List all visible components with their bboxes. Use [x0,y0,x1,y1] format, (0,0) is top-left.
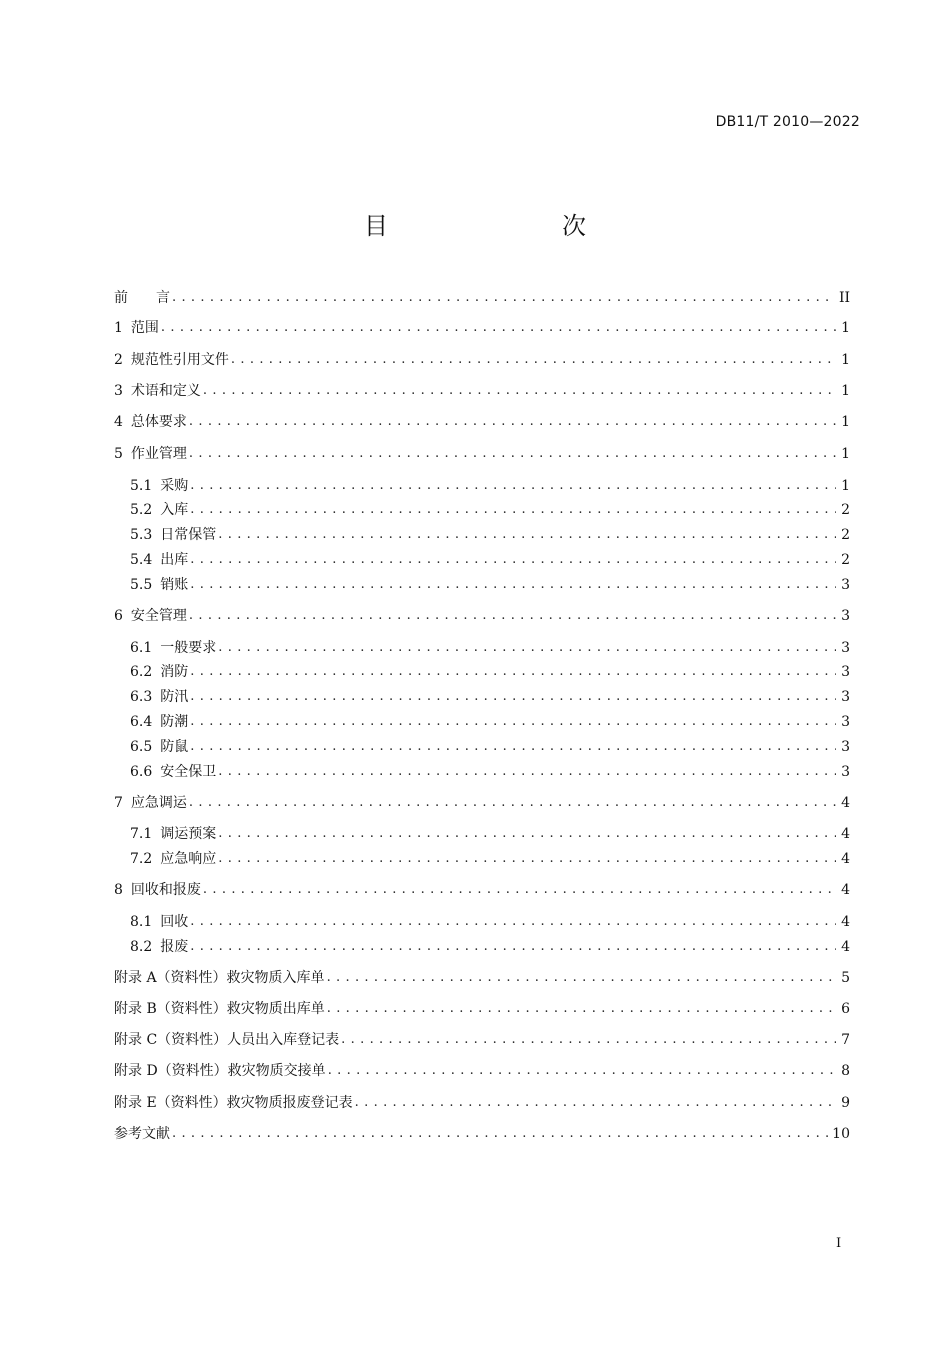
toc-entry[interactable] [130,762,850,782]
toc-entry-number: 5 [114,446,123,462]
toc-leader-dots [203,381,836,401]
toc-entry[interactable] [114,381,850,401]
toc-leader-dots [190,476,836,496]
toc-leader-dots [190,550,836,570]
toc-entry-number: 7.2 [130,851,153,867]
toc-leader-dots [327,999,836,1019]
toc-leader-dots [161,318,836,338]
toc-entry-label: 应急调运 [130,795,187,811]
toc-entry-label: 附录 D（资料性）救灾物质交接单 [114,1063,326,1079]
toc-leader-dots [231,350,836,370]
toc-entry[interactable] [130,575,850,595]
toc-entry-number: 3 [114,383,123,399]
toc-entry-number: 6.2 [130,664,153,680]
toc-entry-number: 6.1 [130,640,153,656]
toc-entry-page: 4 [841,851,850,867]
toc-entry-label: 采购 [160,478,189,494]
toc-entry-number: 6.4 [130,714,153,730]
toc-entry[interactable] [130,550,850,570]
toc-leader-dots [355,1093,836,1113]
toc-entry-label: 入库 [160,502,189,518]
toc-leader-dots [190,937,836,957]
toc-entry-label: 消防 [160,664,189,680]
toc-entry[interactable] [114,793,850,813]
toc-leader-dots [189,444,836,464]
toc-entry-label: 回收和报废 [130,882,201,898]
toc-entry-number: 6.6 [130,764,153,780]
toc-entry-page: 3 [841,577,850,593]
toc-leader-dots [190,575,836,595]
toc-entry[interactable] [114,880,850,900]
toc-leader-dots [328,1061,836,1081]
toc-leader-dots [190,912,836,932]
toc-entry-page: II [838,290,850,306]
toc-entry[interactable] [130,737,850,757]
toc-leader-dots [190,687,836,707]
toc-entry-page: 2 [841,527,850,543]
toc-entry-page: 4 [841,939,850,955]
standard-code: DB11/T 2010—2022 [715,114,860,130]
toc-entry[interactable] [130,937,850,957]
toc-entry-page: 2 [841,552,850,568]
toc-leader-dots [218,525,836,545]
toc-entry-number: 2 [114,352,123,368]
page-title: 目 次 [364,212,628,240]
toc-entry-label: 调运预案 [160,826,217,842]
toc-leader-dots [190,737,836,757]
toc-entry[interactable] [130,638,850,658]
toc-entry-number: 7.1 [130,826,153,842]
toc-entry-number: 5.4 [130,552,153,568]
toc-entry-number: 8 [114,882,123,898]
toc-entry-page: 2 [841,502,850,518]
toc-entry-page: 1 [841,320,850,336]
toc-leader-dots [189,606,836,626]
toc-entry-page: 4 [841,826,850,842]
toc-entry-number: 6.5 [130,739,153,755]
toc-entry[interactable] [130,525,850,545]
toc-entry[interactable] [114,412,850,432]
toc-entry[interactable] [130,687,850,707]
toc-entry-page: 4 [841,795,850,811]
toc-leader-dots [190,662,836,682]
toc-entry-label: 总体要求 [130,414,187,430]
toc-entry[interactable] [130,476,850,496]
toc-entry[interactable] [114,318,850,338]
toc-entry-label: 防潮 [160,714,189,730]
toc-entry-label: 附录 C（资料性）人员出入库登记表 [114,1032,340,1048]
toc-entry-page: 5 [841,970,850,986]
toc-entry-number: 1 [114,320,123,336]
toc-entry-page: 9 [841,1095,850,1111]
toc-entry-page: 1 [841,383,850,399]
toc-entry[interactable] [114,288,850,308]
toc-entry-label: 规范性引用文件 [130,352,229,368]
toc-entry-number: 5.2 [130,502,153,518]
toc-entry-label: 参考文献 [114,1126,170,1142]
toc-entry[interactable] [130,849,850,869]
toc-entry-page: 7 [841,1032,850,1048]
toc-entry-label: 附录 B（资料性）救灾物质出库单 [114,1001,325,1017]
toc-entry-page: 1 [841,414,850,430]
toc-leader-dots [218,849,836,869]
toc-leader-dots [218,762,836,782]
toc-entry[interactable] [114,606,850,626]
toc-entry-label: 报废 [160,939,189,955]
toc-entry-page: 3 [841,714,850,730]
toc-entry-label: 应急响应 [160,851,217,867]
toc-entry-label: 前 言 [114,290,170,306]
toc-leader-dots [190,500,836,520]
toc-entry-page: 3 [841,739,850,755]
toc-leader-dots [189,793,836,813]
toc-entry-page: 3 [841,689,850,705]
toc-entry-page: 1 [841,478,850,494]
toc-entry-label: 安全管理 [130,608,187,624]
toc-entry-page: 3 [841,608,850,624]
toc-entry-label: 范围 [130,320,159,336]
toc-entry-label: 回收 [160,914,189,930]
toc-entry[interactable] [130,712,850,732]
toc-entry[interactable] [114,444,850,464]
toc-leader-dots [341,1030,836,1050]
toc-entry[interactable] [130,500,850,520]
toc-entry-number: 7 [114,795,123,811]
toc-entry-label: 术语和定义 [130,383,201,399]
toc-leader-dots [172,1124,828,1144]
toc-entry-label: 一般要求 [160,640,217,656]
toc-entry-number: 8.2 [130,939,153,955]
toc-entry-label: 附录 E（资料性）救灾物质报废登记表 [114,1095,353,1111]
toc-entry[interactable] [114,968,850,988]
toc-leader-dots [189,412,836,432]
toc-leader-dots [218,638,836,658]
toc-entry-number: 6.3 [130,689,153,705]
toc-entry[interactable] [114,350,850,370]
toc-entry-label: 防鼠 [160,739,189,755]
toc-entry-label: 销账 [160,577,189,593]
toc-entry-label: 出库 [160,552,189,568]
toc-entry[interactable] [114,1061,850,1081]
toc-leader-dots [218,824,836,844]
toc-entry-page: 3 [841,640,850,656]
toc-entry-number: 8.1 [130,914,153,930]
toc-entry[interactable] [114,1124,850,1144]
toc-entry[interactable] [114,1093,850,1113]
footer-page-number: I [836,1236,842,1251]
toc-entry-page: 10 [832,1126,850,1142]
toc-entry-number: 4 [114,414,123,430]
toc-entry-label: 防汛 [160,689,189,705]
toc-entry-number: 5.5 [130,577,153,593]
toc-entry-page: 6 [841,1001,850,1017]
toc-entry-number: 5.1 [130,478,153,494]
toc-leader-dots [327,968,836,988]
toc-entry-page: 4 [841,882,850,898]
toc-entry-page: 4 [841,914,850,930]
toc-entry-number: 5.3 [130,527,153,543]
toc-entry-page: 8 [841,1063,850,1079]
toc-leader-dots [203,880,836,900]
toc-entry-page: 3 [841,764,850,780]
toc-entry[interactable] [130,912,850,932]
toc-entry-label: 附录 A（资料性）救灾物质入库单 [114,970,325,986]
toc-leader-dots [172,288,835,308]
toc-entry[interactable] [114,999,850,1019]
toc-entry[interactable] [114,1030,850,1050]
toc-entry-number: 6 [114,608,123,624]
toc-entry-label: 日常保管 [160,527,217,543]
toc-entry-page: 1 [841,446,850,462]
toc-entry[interactable] [130,662,850,682]
toc-entry-page: 3 [841,664,850,680]
toc-entry[interactable] [130,824,850,844]
toc-leader-dots [190,712,836,732]
toc-entry-label: 安全保卫 [160,764,217,780]
toc-entry-label: 作业管理 [130,446,187,462]
toc-entry-page: 1 [841,352,850,368]
